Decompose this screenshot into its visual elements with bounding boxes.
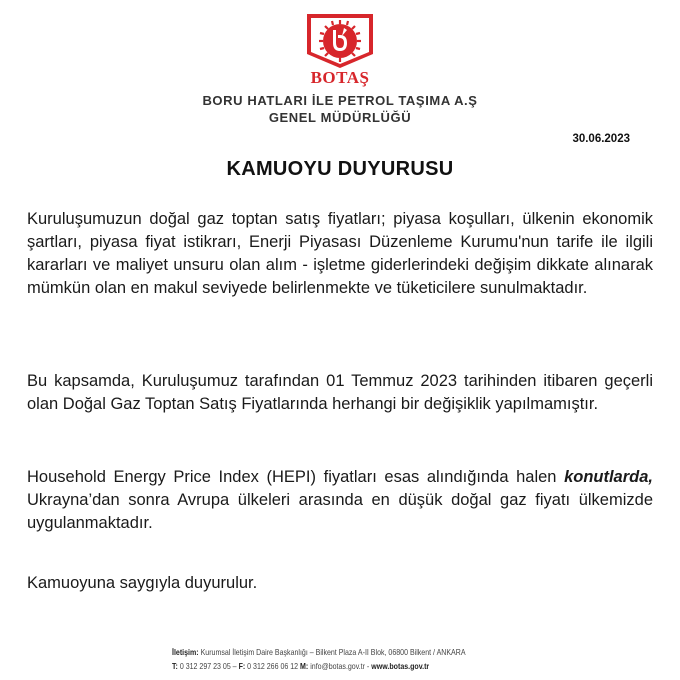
paragraph-4: Kamuoyuna saygıyla duyurulur. — [27, 574, 258, 592]
footer-details — [172, 662, 516, 671]
company-name-line2: GENEL MÜDÜRLÜĞÜ — [268, 110, 412, 125]
website-link[interactable]: www.botas.gov.tr — [371, 662, 430, 671]
company-name-line1: BORU HATLARI İLE PETROL TAŞIMA A.Ş — [202, 93, 478, 108]
brand-name: BOTAŞ — [310, 68, 370, 87]
phone-number: 0 312 297 23 05 – — [177, 662, 239, 671]
paragraph-3-emphasis: konutlarda, — [564, 468, 653, 486]
mail-address: info@botas.gov.tr - — [308, 662, 372, 671]
fax-number: 0 312 266 06 12 — [245, 662, 301, 671]
announcement-date: 30.06.2023 — [572, 133, 630, 145]
paragraph-3-text-b: Ukrayna’dan sonra Avrupa ülkeleri arasında en düşük doğal gaz fiyatı ülkemizde uygulanmaktadır. — [27, 491, 653, 532]
footer-contact — [172, 648, 516, 657]
paragraph-2: Bu kapsamda, Kuruluşumuz tarafından 01 Temmuz 2023 tarihinden itibaren geçerli olan Doğal Gaz Toptan Satış Fiyatlarında herhangi bir değişiklik yapılmamıştır. — [27, 372, 653, 413]
mail-label: M: — [300, 662, 309, 671]
paragraph-1: Kuruluşumuzun doğal gaz toptan satış fiyatları; piyasa koşulları, ülkenin ekonomik şartları, piyasa fiyat istikrarı, Enerji Piyasası Düzenleme Kurumu'nun tarife ile ilgili kararları ve maliyet unsuru olan alım - işletme giderlerindeki değişim dikkate alınarak mümkün olan en makul seviyede belirlenmekte ve tüketicilere sunulmaktadır. — [27, 210, 653, 297]
page-title: KAMUOYU DUYURUSU — [226, 158, 454, 180]
paragraph-3 — [27, 466, 653, 535]
phone-label: T: — [172, 662, 178, 671]
fax-label: F: — [238, 662, 246, 671]
contact-address: Kurumsal İletişim Daire Başkanlığı – Bilkent Plaza A-II Blok, 06800 Bilkent / ANKARA — [198, 648, 466, 657]
paragraph-3-text-a: Household Energy Price Index (HEPI) fiyatları esas alındığında halen — [27, 468, 565, 486]
contact-label: İletişim: — [172, 648, 199, 657]
botas-logo — [305, 12, 375, 70]
